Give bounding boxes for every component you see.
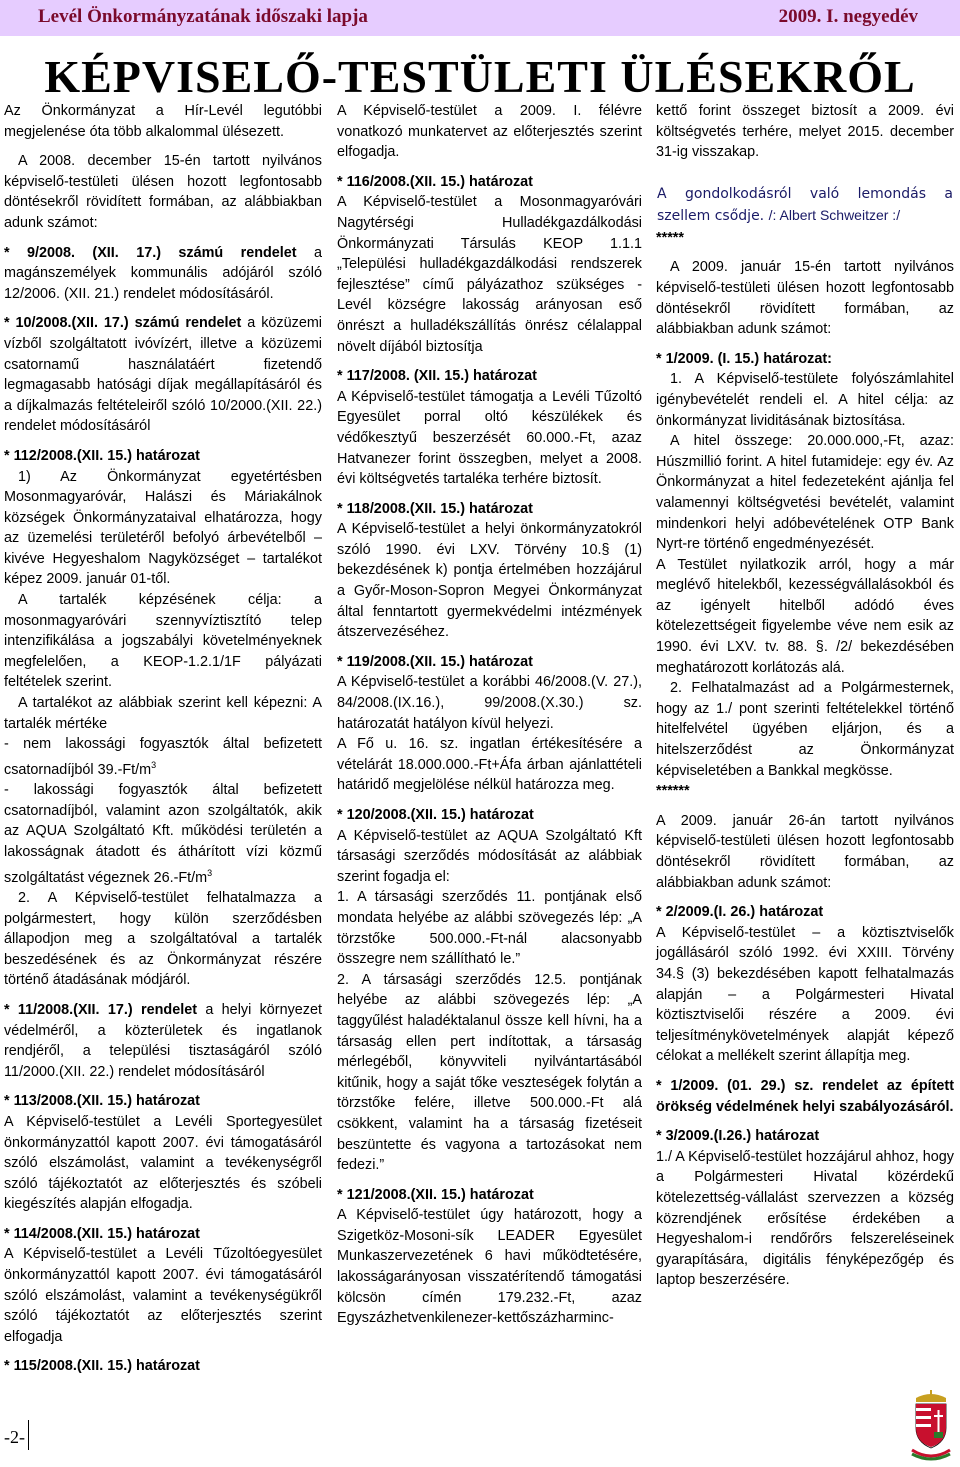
page-number-divider [28, 1420, 29, 1450]
hatarozat-1-p2: A hitel összege: 20.000.000,-Ft, azaz: Húszmillió forint. A hitel futamideje: egy év. Az Önkormányzat a hitel fedezeteként ajánlja fel valamennyi költségvetési bevételét, valamint mindenkori helyi adóbevételének OTP Bank Nyrt-re történő engedményezését. [656, 433, 954, 553]
page-number: -2- [4, 1427, 25, 1447]
rendelet-10-text: a közüzemi vízből szolgáltatott ivóvízért, illetve a közüzemi csatornamű használatáért fizetendő legmagasabb hatósági díjak megállapításáról és a díjkalmazás feltételeiről szóló 10/2000.(XII. 22.) rendelet módosításáról [4, 315, 323, 435]
separator-stars: ***** [656, 229, 685, 246]
hatarozat-2-heading: * 2/2009.(I. 26.) határozat [656, 904, 824, 921]
hatarozat-3-text: 1./ A Képviselő-testület hozzájárul ahhoz, hogy a Polgármesteri Hivatal közérdekű kötelezettség-vállalást szervezzen a község közrendjének erősítése érdekében a Hegyeshalom-i rendőrőrs felszereléseinek gyarapítására, digitális fényképezőgép és laptop beszerzésére. [656, 1148, 954, 1289]
quote-text: A gondolkodásról való lemondás a szellem csődje. [657, 185, 953, 224]
hatarozat-120-text3: 2. A társasági szerződés 12.5. pontjának helyébe az alábbi szövegezés lép: „A taggyűlést haladéktalanul össze kell hívni, ha a társaság ellen pert indítottak, a társaság mérlegéből, könyvviteli nyilvántartásából kitűnik, hogy a saját tőke veszteségek folytán a törzstőke felére, illetve 500.000.-Ft alá csökkent, valamint ha a társaság fizetéseit beszüntette és vagyona a tartozásokat nem fedezi.” [337, 971, 642, 1174]
hatarozat-112-p1: 1) Az Önkormányzat egyetértésben Mosonmagyaróvár, Halászi és Máriakálnok községek Önkormányzataival elhatározza, hogy az üzemelési területéről befolyó árbevételből – kivéve Hegyeshalom Nagyközséget – tartalékot képez 2009. január 01-től. [4, 468, 322, 588]
hatarozat-113-text: A Képviselő-testület a Levéli Sportegyesület önkormányzattól kapott 2007. évi támogatásáról szóló elszámolást, valamint a tevékenységről szóló tájékoztatót az előterjesztés és szóbeli kiegészítés alapján elfogadja. [4, 1113, 322, 1213]
intro-paragraph: Az Önkormányzat a Hír-Levél legutóbbi megjelenése óta több alkalommal ülésezett. [4, 103, 322, 140]
hatarozat-1-p1: 1. A Képviselő-testülete folyószámlahitel igénybevételét rendeli el. A hitel célja: az önkormányzat lividitásának biztosítása. [656, 371, 954, 429]
quote-author: /: Albert Schweitzer :/ [768, 206, 901, 223]
hatarozat-112-p4: - nem lakossági fogyasztók által befizetett csatornadíjból $39.-Ft/m^3$ [4, 736, 322, 778]
hatarozat-1-heading: * 1/2009. (I. 15.) határozat: [656, 350, 832, 367]
hatarozat-121-continued: kettő forint összeget biztosít a 2009. évi költségvetés terhére, melyet 2015. december 31-ig visszakap. [656, 103, 954, 161]
rendelet-9 [4, 243, 322, 305]
rendelet-11-text: a helyi környezet védelméről, a közterületek és ingatlanok rendjéről, a települési tisztaságáról szóló 11/2000.(XII. 22.) rendelet módosításáról [4, 1001, 323, 1080]
rendelet-9-text: a magánszemélyek kommunális adójáról szóló 12/2006. (XII. 21.) rendelet módosításáról. [4, 244, 322, 302]
hatarozat-112-heading: * 112/2008.(XII. 15.) határozat [4, 447, 200, 464]
hatarozat-120-text2: 1. A társasági szerződés 11. pontjának első mondata helyébe az alábbi szövegezés lép: „A törzstőke 500.000.-Ft-nál alacsonyabb összegre nem szállítható le.” [337, 889, 642, 968]
hatarozat-115-heading: * 115/2008.(XII. 15.) határozat [4, 1358, 200, 1375]
hatarozat-120-heading: * 120/2008.(XII. 15.) határozat [337, 807, 534, 823]
hatarozat-3-heading: * 3/2009.(I.26.) határozat [656, 1128, 820, 1145]
hungarian-coat-of-arms-icon [908, 1390, 954, 1462]
rendelet-11 [4, 1000, 322, 1082]
issue-date: 2009. I. negyedév [778, 6, 918, 27]
hatarozat-117-heading: * 117/2008. (XII. 15.) határozat [337, 368, 537, 385]
column-1 [4, 101, 322, 1377]
rendelet-10-heading: * 10/2008.(XII. 17.) számú rendelet [4, 315, 242, 332]
hatarozat-116-text: A Képviselő-testület a Mosonmagyaróvári Nagytérségi Hulladékgazdálkodási Önkormányzati Társulás KEOP 1.1.1 „Települési hulladékgazdálkodási rendszerek fejlesztése” című pályázathoz szükséges - Levél községre lakosság arányosan eső önrészt a hulladékszállítás önrész célalappal növelt díjából biztosítja [337, 194, 642, 355]
hatarozat-119-text1: A Képviselő-testület a korábbi 46/2008.(V. 27.), 84/2008.(IX.16.), 99/2008.(X.30.) sz. határozatát hatályon kívül helyezi. [337, 674, 642, 732]
rendelet-11-heading: * 11/2008.(XII. 17.) rendelet [4, 1001, 197, 1018]
hatarozat-120-text1: A Képviselő-testület az AQUA Szolgáltató Kft társasági szerződés módosítását az alábbiak szerint fogadja el: [337, 827, 642, 885]
hatarozat-119-text2: A Fő u. 16. sz. ingatlan értékesítésére a vételárát 18.000.000.-Ft+Áfa árban ajánlattételi határidő megjelölése nélkül határozza meg. [337, 736, 642, 794]
column-3 [656, 101, 954, 1291]
hatarozat-113-heading: * 113/2008.(XII. 15.) határozat [4, 1093, 200, 1110]
hatarozat-1-p4: 2. Felhatalmazást ad a Polgármesternek, hogy az 1./ pont szerinti feltételekkel történő hitelfelvétel ügyében eljárjon, és a hitelszerződést az Önkormányzat képviseletében a Bankkal megkösse. [656, 680, 954, 779]
hatarozat-119-heading: * 119/2008.(XII. 15.) határozat [337, 653, 533, 670]
jan26-intro: A 2009. január 26-án tartott nyilvános képviselő-testületi ülésen hozott legfontosabb döntésekről rövidített formában, az alábbiakban adunk számot: [656, 812, 954, 891]
rendelet-9-heading: * 9/2008. (XII. 17.) számú rendelet [4, 244, 297, 261]
hatarozat-114-heading: * 114/2008.(XII. 15.) határozat [4, 1225, 200, 1242]
quote-box [656, 183, 954, 228]
rendelet-1-2009: * 1/2009. (01. 29.) sz. rendelet az épített örökség védelmének helyi szabályozásáról. [656, 1077, 954, 1115]
hatarozat-112-p2: A tartalék képzésének célja: a mosonmagyaróvári szennyvíztisztító telep intenzifikálása a jogszabályi követelményeknek megfelelően, a KEOP-1.2.1/1F pályázati feltételek szerint. [4, 592, 322, 691]
hatarozat-1-p3: A Testület nyilatkozik arról, hogy a már meglévő hitelekből, kezességvállalásokból és az igényelt hitelből adódó éves kötelezettségeit figyelembe véve nem esik az 1990. évi LXV. tv. 88. §. /2/ bekezdésében meghatározott korlátozás alá. [656, 556, 954, 676]
jan15-intro: A 2009. január 15-én tartott nyilvános képviselő-testületi ülésen hozott legfontosabb döntésekről rövidített formában, az alábbiakban adunk számot: [656, 259, 954, 338]
page-header [0, 0, 960, 36]
hatarozat-118-text: A Képviselő-testület a helyi önkormányzatokról szóló 1990. évi LXV. Törvény 10.§ (1) bekezdésének k) pontja értelmében hozzájárul a Győr-Moson-Sopron Megyei Önkormányzat által fenntartott gyermekvédelmi intézmények átszervezéséhez. [337, 521, 642, 641]
hatarozat-2-text: A Képviselő-testület – a köztisztviselők jogállásáról szóló 1992. évi XXIII. Törvény 34.§ (3) bekezdésében kapott felhatalmazás alapján – a Polgármesteri Hivatal köztisztviselői részére a 2009. évi teljesítménykövetelmények alapját képező célokat a mellékelt szerint állapítja meg. [656, 924, 954, 1065]
publication-name: Levél Önkormányzatának időszaki lapja [38, 6, 368, 27]
hatarozat-121-text: A Képviselő-testület úgy határozott, hogy a Szigetköz-Mosoni-sík LEADER Egyesület Munkaszervezetének 6 havi működtetésére, lakosságarányosan visszatérítendő támogatási kölcsön címén 179.232.-Ft, azaz Egyszázhetvenkilenezer-kettőszázharminc- [337, 1207, 642, 1327]
hatarozat-112-p5: - lakossági fogyasztók által befizetett csatornadíjból, valamint azon szolgáltatók, akik az AQUA Szolgáltató Kft. működési területén a lakosságnak átadott és áthárított vízi közmű szolgáltatást végeznek $26.-Ft/m^3$ [4, 782, 322, 886]
page-title: KÉPVISELŐ-TESTÜLETI ÜLÉSEKRŐL [44, 51, 916, 102]
rendelet-10 [4, 313, 322, 437]
hatarozat-116-heading: * 116/2008.(XII. 15.) határozat [337, 173, 533, 190]
dec15-intro: A 2008. december 15-én tartott nyilvános képviselő-testületi ülésen hozott legfontosabb döntésekről rövidített formában, az alábbiakban adunk számot: [4, 153, 322, 231]
hatarozat-114-text: A Képviselő-testület a Levéli Tűzoltóegyesület önkormányzattól kapott 2007. évi támogatásáról szóló elszámolást, valamint a tevékenységükről szóló tájékoztatót az előterjesztés szerint elfogadja [4, 1246, 322, 1345]
hatarozat-121-heading: * 121/2008.(XII. 15.) határozat [337, 1186, 534, 1203]
hatarozat-118-heading: * 118/2008.(XII. 15.) határozat [337, 500, 533, 517]
munkaterv-text: A Képviselő-testület a 2009. I. félévre vonatkozó munkatervet az előterjesztés szerint elfogadja. [337, 103, 642, 161]
hatarozat-112-p3: A tartalékot az alábbiak szerint kell képezni: A tartalék mértéke [4, 695, 322, 732]
separator-stars-2: ****** [656, 783, 690, 800]
column-2 [337, 101, 642, 1329]
hatarozat-117-text: A Képviselő-testület támogatja a Levéli Tűzoltó Egyesület porral oltó készülékek és védőkesztyű beszerzését 60.000.-Ft, azaz Hatvanezer forint összegben, melyet a 2008. évi költségvetés tartaléka terhére biztosít. [337, 388, 642, 488]
hatarozat-112-p6: 2. A Képviselő-testület felhatalmazza a polgármestert, hogy külön szerződésben állapodjon meg a szolgáltatóval a tartalék beszedésének és az Önkormányzat részére történő átadásának módjáról. [4, 889, 322, 989]
